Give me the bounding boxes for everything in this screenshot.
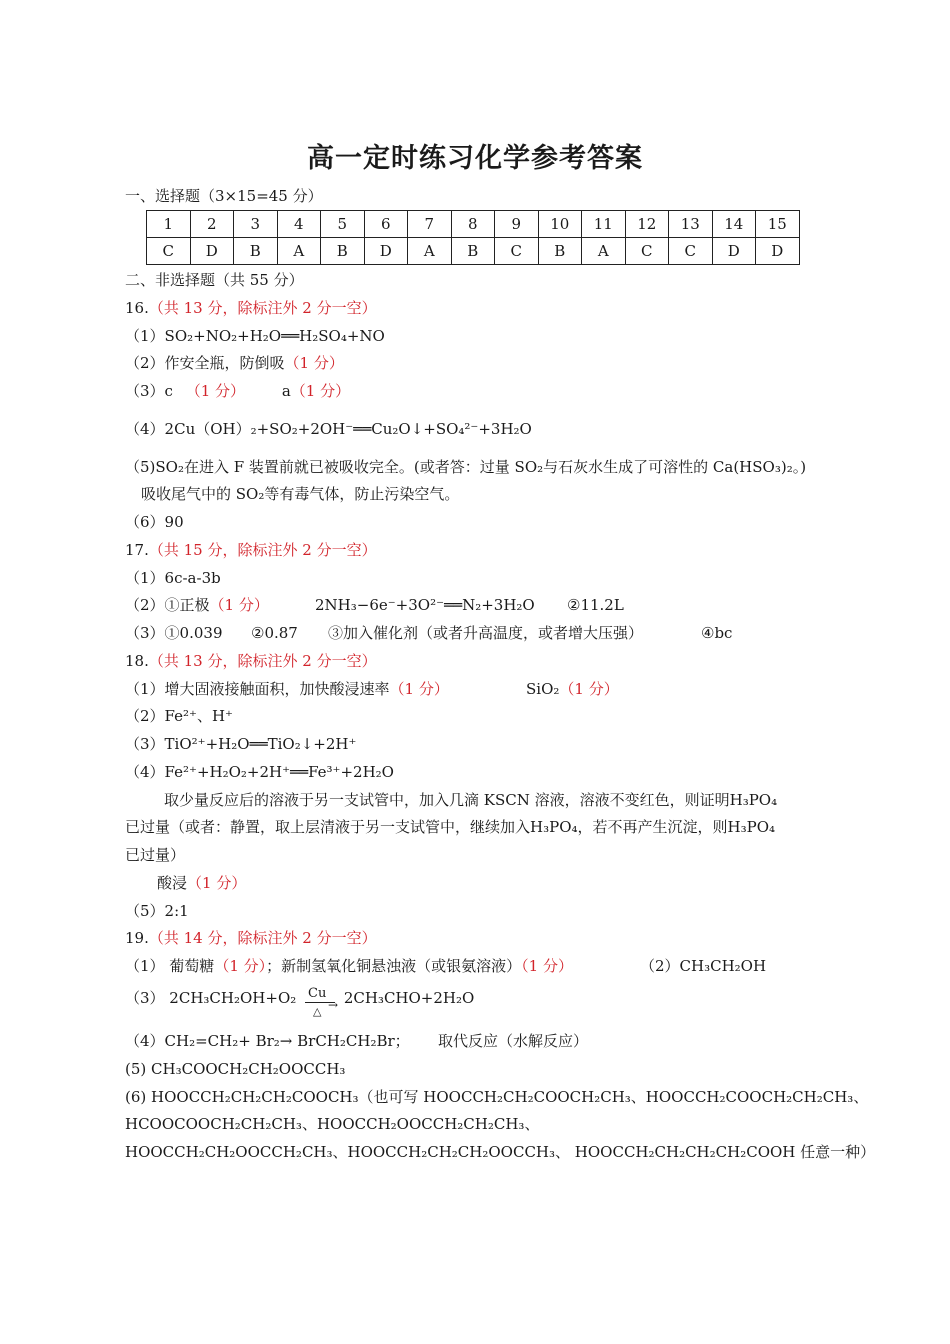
q16-answer-2	[125, 353, 344, 373]
question-number-cell: 11	[582, 211, 626, 238]
q19-answer-6-line-2: HCOOCOOCH₂CH₂CH₃、HOOCCH₂OOCCH₂CH₂CH₃、	[125, 1115, 540, 1133]
q17-answer-2-head: （2）①正极	[125, 596, 210, 614]
q17-answer-3-4: ④bc	[701, 624, 733, 642]
question-number-cell: 4	[277, 211, 321, 238]
q16-answer-4: （4）2Cu（OH）₂+SO₂+2OH⁻══Cu₂O↓+SO₄²⁻+3H₂O	[125, 420, 532, 438]
answer-cell: D	[364, 238, 408, 265]
question-number-cell: 12	[625, 211, 669, 238]
heat-triangle-icon: △	[313, 1005, 322, 1018]
q19-answer-1-middle: ；新制氢氧化铜悬浊液（或银氨溶液）	[266, 957, 522, 975]
q16-answer-3-a: a	[281, 382, 291, 400]
q18-answer-2: （2）Fe²⁺、H⁺	[125, 707, 233, 725]
q17-number: 17.	[125, 541, 149, 559]
q19-answer-1-points-1: （1 分）	[214, 957, 267, 975]
q16-answer-3	[125, 381, 350, 401]
q16-heading	[125, 298, 377, 318]
q17-score-note: （共 15 分，除标注外 2 分一空）	[148, 541, 377, 559]
q19-answer-3	[125, 986, 475, 1018]
q18-answer-1	[125, 679, 449, 699]
question-number-cell: 6	[364, 211, 408, 238]
answer-cell: B	[234, 238, 278, 265]
choice-answer-table	[146, 210, 800, 265]
question-number-cell: 1	[147, 211, 191, 238]
question-number-cell: 8	[451, 211, 495, 238]
q19-answer-1-head: （1） 葡萄糖	[125, 957, 215, 975]
q19-answer-3-tail: 2CH₃CHO+2H₂O	[343, 989, 475, 1007]
q18-answer-3: （3）TiO²⁺+H₂O══TiO₂↓+2H⁺	[125, 735, 357, 753]
question-number-cell: 7	[408, 211, 452, 238]
q17-answer-2-equation: 2NH₃−6e⁻+3O²⁻══N₂+3H₂O	[315, 596, 535, 614]
q16-answer-2-text: （2）作安全瓶，防倒吸	[125, 354, 285, 372]
q19-number: 19.	[125, 929, 149, 947]
q19-answer-2: （2）CH₃CH₂OH	[640, 957, 767, 975]
q18-answer-4-acid	[157, 873, 246, 893]
question-number-cell: 2	[190, 211, 234, 238]
question-number-cell: 14	[712, 211, 756, 238]
question-number-cell: 3	[234, 211, 278, 238]
q16-answer-3-c-points: （1 分）	[185, 382, 246, 400]
q18-answer-1b-points: （1 分）	[559, 680, 619, 698]
q18-score-note: （共 13 分，除标注外 2 分一空）	[148, 652, 377, 670]
q16-answer-3-c: （3）c	[125, 382, 173, 400]
q18-answer-5: （5）2:1	[125, 902, 189, 920]
q19-heading	[125, 928, 377, 948]
answer-cell: D	[190, 238, 234, 265]
q17-answer-2	[125, 595, 269, 615]
answer-cell: D	[756, 238, 800, 265]
answer-cell: B	[538, 238, 582, 265]
q18-number: 18.	[125, 652, 149, 670]
q18-answer-4-acid-points: （1 分）	[187, 874, 247, 892]
q16-score-note: （共 13 分，除标注外 2 分一空）	[148, 299, 377, 317]
q18-answer-1-points: （1 分）	[389, 680, 449, 698]
table-row-answers	[147, 238, 800, 265]
q17-answer-2-volume: ②11.2L	[567, 596, 624, 614]
question-number-cell: 10	[538, 211, 582, 238]
arrow-head-icon: →	[327, 998, 339, 1012]
answer-cell: A	[277, 238, 321, 265]
q17-answer-2-points: （1 分）	[209, 596, 269, 614]
question-number-cell: 15	[756, 211, 800, 238]
table-row-numbers	[147, 211, 800, 238]
answer-cell: A	[408, 238, 452, 265]
answer-cell: C	[147, 238, 191, 265]
q16-answer-5b: 吸收尾气中的 SO₂等有毒气体，防止污染空气。	[141, 485, 460, 503]
q18-answer-1b-text: SiO₂	[526, 680, 560, 698]
q19-answer-3-head: （3） 2CH₃CH₂OH+O₂	[125, 989, 297, 1007]
q18-answer-1b	[526, 679, 619, 699]
q17-answer-3-2: ②0.87	[251, 624, 298, 642]
q18-answer-4: （4）Fe²⁺+H₂O₂+2H⁺══Fe³⁺+2H₂O	[125, 763, 394, 781]
q18-answer-4-para-1: 取少量反应后的溶液于另一支试管中，加入几滴 KSCN 溶液，溶液不变红色，则证明H₃PO₄	[164, 791, 778, 809]
section-choice-heading: 一、选择题（3×15=45 分）	[125, 187, 323, 205]
q19-answer-5: (5) CH₃COOCH₂CH₂OOCCH₃	[125, 1060, 346, 1078]
q17-answer-3-3: ③加入催化剂（或者升高温度，或者增大压强）	[328, 624, 644, 642]
q19-answer-4: （4）CH₂=CH₂+ Br₂→ BrCH₂CH₂Br；	[125, 1032, 410, 1050]
q16-answer-6: （6）90	[125, 513, 184, 531]
q16-number: 16.	[125, 299, 149, 317]
q19-answer-1	[125, 956, 573, 976]
answer-cell: C	[625, 238, 669, 265]
q18-answer-4-acid-text: 酸浸	[157, 874, 188, 892]
q16-answer-3-a-points: （1 分）	[290, 382, 351, 400]
q16-answer-2-points: （1 分）	[284, 354, 344, 372]
answer-cell: D	[712, 238, 756, 265]
q16-answer-1: （1）SO₂+NO₂+H₂O══H₂SO₄+NO	[125, 327, 385, 345]
q17-heading	[125, 540, 377, 560]
question-number-cell: 5	[321, 211, 365, 238]
q18-answer-1-text: （1）增大固液接触面积，加快酸浸速率	[125, 680, 390, 698]
section-nonchoice-heading: 二、非选择题（共 55 分）	[125, 271, 304, 289]
reaction-catalyst: Cu	[308, 986, 327, 1001]
q18-heading	[125, 651, 377, 671]
q16-answer-5: （5)SO₂在进入 F 装置前就已被吸收完全。(或者答：过量 SO₂与石灰水生成了可溶性的 Ca(HSO₃)₂。)	[125, 458, 807, 476]
reaction-arrow	[305, 986, 339, 1018]
q19-answer-6-line-1: (6) HOOCCH₂CH₂CH₂COOCH₃（也可写 HOOCCH₂CH₂COOCH₂CH₃、HOOCCH₂COOCH₂CH₂CH₃、	[125, 1088, 869, 1106]
q19-answer-4-type: 取代反应（水解反应）	[438, 1032, 589, 1050]
answer-cell: B	[451, 238, 495, 265]
q19-score-note: （共 14 分，除标注外 2 分一空）	[148, 929, 377, 947]
answer-cell: A	[582, 238, 626, 265]
q19-answer-1-points-2: （1 分）	[521, 957, 573, 975]
answer-cell: C	[669, 238, 713, 265]
question-number-cell: 9	[495, 211, 539, 238]
page-title: 高一定时练习化学参考答案	[307, 143, 643, 174]
q17-answer-1: （1）6c-a-3b	[125, 569, 221, 587]
q17-answer-3-1: （3）①0.039	[125, 624, 223, 642]
q18-answer-4-para-3: 已过量）	[125, 846, 186, 864]
question-number-cell: 13	[669, 211, 713, 238]
q18-answer-4-para-2: 已过量（或者：静置，取上层清液于另一支试管中，继续加入H₃PO₄，若不再产生沉淀，则H₃PO₄	[125, 818, 775, 836]
answer-cell: C	[495, 238, 539, 265]
q19-answer-6-line-3: HOOCCH₂CH₂OOCCH₂CH₃、HOOCCH₂CH₂CH₂OOCCH₃、 HOOCCH₂CH₂CH₂CH₂COOH 任意一种）	[125, 1143, 876, 1161]
answer-cell: B	[321, 238, 365, 265]
